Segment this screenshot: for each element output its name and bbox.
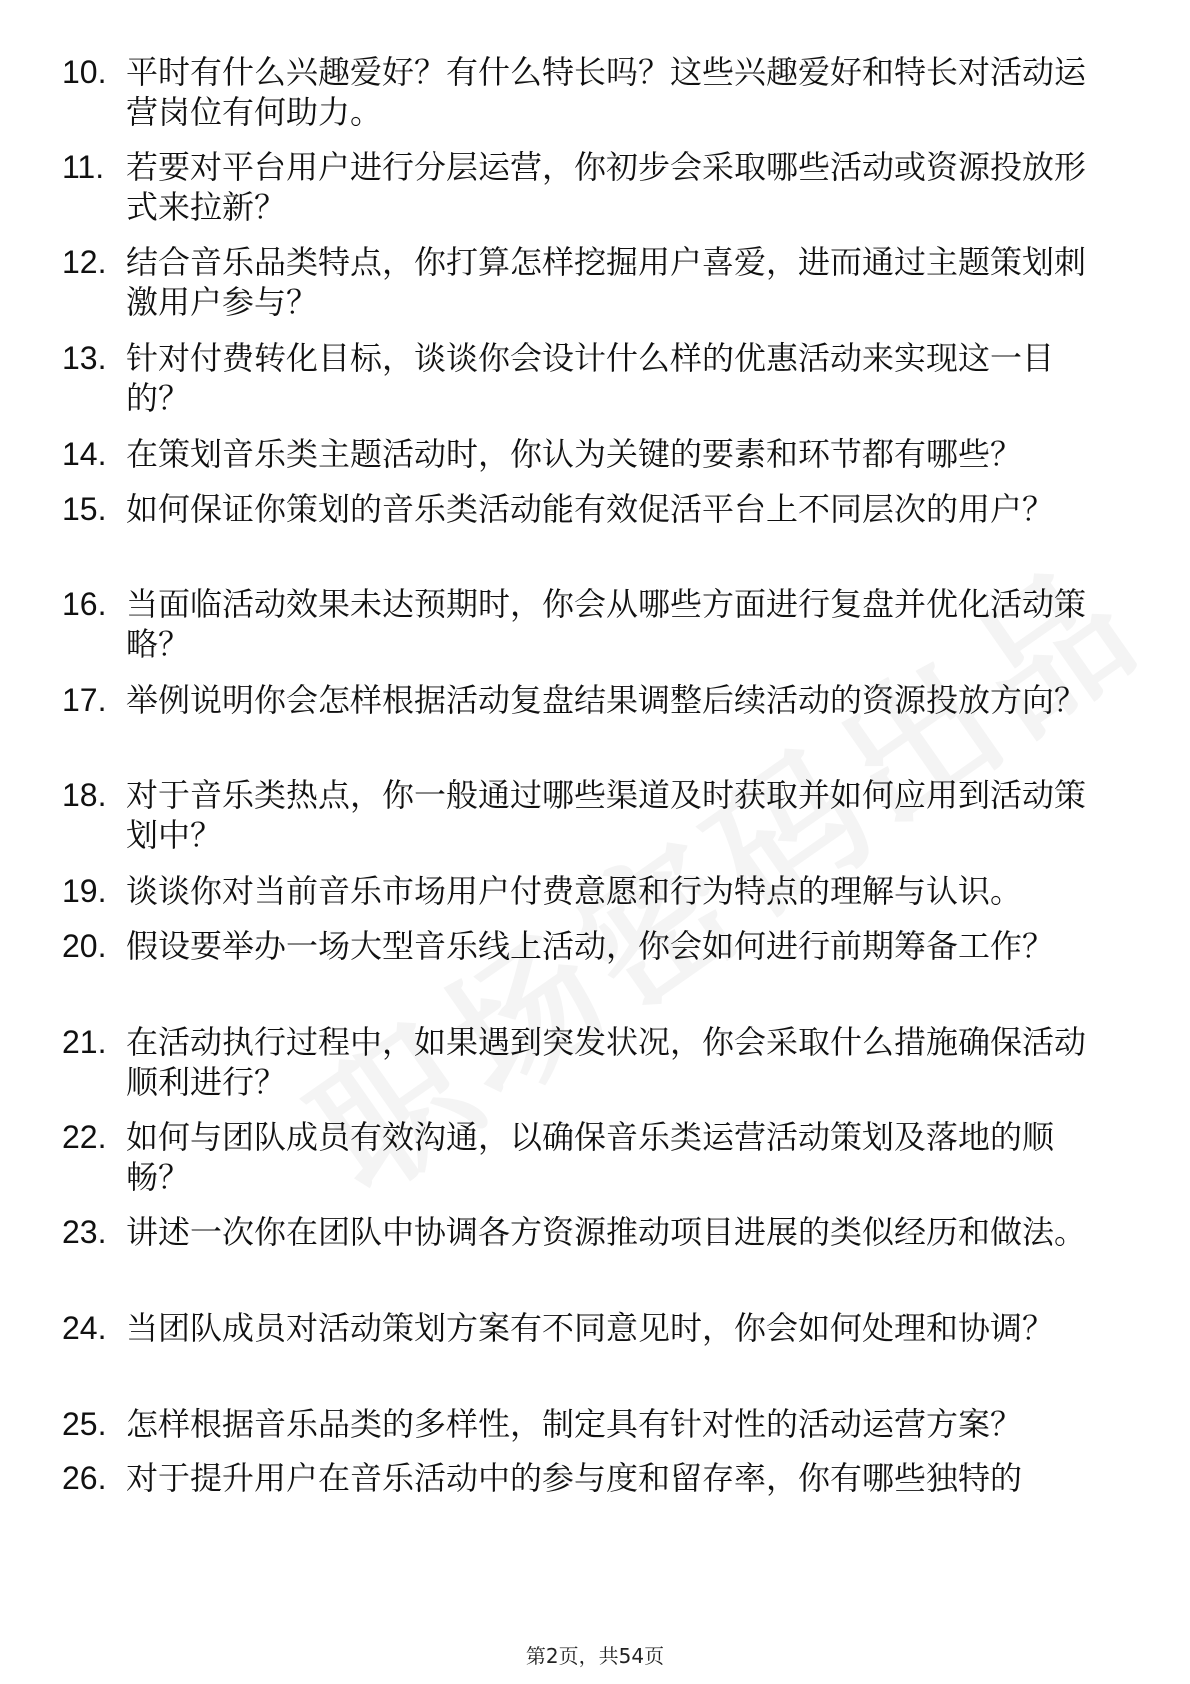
question-item — [62, 1212, 1122, 1252]
question-number: 20. — [62, 928, 107, 964]
question-number: 11. — [62, 149, 105, 185]
question-item — [62, 489, 1122, 529]
question-text: 谈谈你对当前音乐市场用户付费意愿和行为特点的理解与认识。 — [126, 872, 1023, 910]
question-item — [62, 1404, 1122, 1444]
question-text: 在策划音乐类主题活动时，你认为关键的要素和环节都有哪些？ — [126, 435, 1023, 473]
question-number: 24. — [62, 1310, 107, 1346]
question-item — [62, 338, 1122, 418]
question-number: 23. — [62, 1214, 107, 1250]
question-number: 16. — [62, 586, 107, 622]
question-item — [62, 680, 1122, 720]
question-text: 在活动执行过程中，如果遇到突发状况，你会采取什么措施确保活动顺利进行？ — [126, 1023, 1087, 1101]
question-number: 26. — [62, 1460, 107, 1496]
question-number: 12. — [62, 244, 107, 280]
question-text: 当团队成员对活动策划方案有不同意见时，你会如何处理和协调？ — [126, 1309, 1055, 1347]
question-item — [62, 926, 1122, 966]
question-number: 14. — [62, 436, 107, 472]
question-text: 若要对平台用户进行分层运营，你初步会采取哪些活动或资源投放形式来拉新？ — [126, 148, 1087, 226]
question-item — [62, 52, 1122, 132]
question-text: 对于提升用户在音乐活动中的参与度和留存率，你有哪些独特的 — [126, 1459, 1023, 1497]
question-text: 针对付费转化目标，谈谈你会设计什么样的优惠活动来实现这一目的？ — [126, 339, 1055, 417]
question-number: 25. — [62, 1406, 107, 1442]
question-number: 22. — [62, 1119, 107, 1155]
question-item — [62, 1117, 1122, 1197]
question-number: 19. — [62, 873, 107, 909]
question-number: 17. — [62, 682, 107, 718]
question-item — [62, 1308, 1122, 1348]
question-number: 13. — [62, 340, 107, 376]
question-item — [62, 584, 1122, 664]
question-item — [62, 871, 1122, 911]
question-item — [62, 434, 1122, 474]
question-number: 10. — [62, 54, 107, 90]
question-item — [62, 147, 1122, 227]
question-text: 举例说明你会怎样根据活动复盘结果调整后续活动的资源投放方向？ — [126, 681, 1087, 719]
question-text: 如何保证你策划的音乐类活动能有效促活平台上不同层次的用户？ — [126, 490, 1055, 528]
question-text: 讲述一次你在团队中协调各方资源推动项目进展的类似经历和做法。 — [126, 1213, 1087, 1251]
question-item — [62, 1022, 1122, 1102]
question-text: 怎样根据音乐品类的多样性，制定具有针对性的活动运营方案？ — [126, 1405, 1023, 1443]
question-item — [62, 775, 1122, 855]
question-text: 结合音乐品类特点，你打算怎样挖掘用户喜爱，进而通过主题策划刺激用户参与？ — [126, 243, 1087, 321]
question-text: 对于音乐类热点，你一般通过哪些渠道及时获取并如何应用到活动策划中？ — [126, 776, 1087, 854]
question-number: 15. — [62, 491, 107, 527]
question-number: 21. — [62, 1024, 107, 1060]
question-item — [62, 1458, 1122, 1498]
question-item — [62, 242, 1122, 322]
question-text: 当面临活动效果未达预期时，你会从哪些方面进行复盘并优化活动策略？ — [126, 585, 1087, 663]
question-number: 18. — [62, 777, 107, 813]
question-text: 平时有什么兴趣爱好？有什么特长吗？这些兴趣爱好和特长对活动运营岗位有何助力。 — [126, 53, 1087, 131]
page-footer: 第2页，共54页 — [525, 1644, 665, 1668]
question-text: 假设要举办一场大型音乐线上活动，你会如何进行前期筹备工作？ — [126, 927, 1055, 965]
question-text: 如何与团队成员有效沟通，以确保音乐类运营活动策划及落地的顺畅？ — [126, 1118, 1055, 1196]
